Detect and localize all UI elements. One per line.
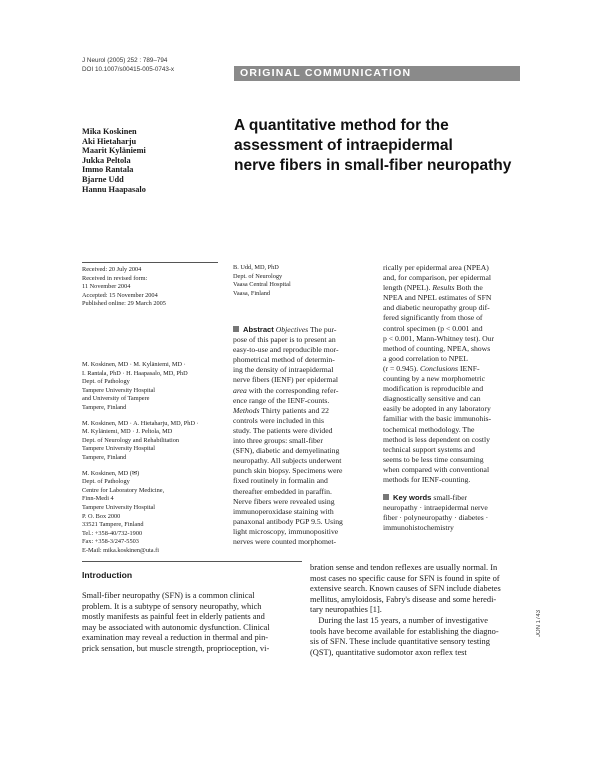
abstract-line xyxy=(233,446,378,456)
abstract-text: into three groups: small-fiber xyxy=(233,436,323,446)
abstract-line xyxy=(383,455,523,465)
abstract-text: method of counting, NPEA, shows xyxy=(383,343,491,353)
affiliation-line: M. Koskinen, MD · M. Kyläniemi, MD · xyxy=(82,361,186,368)
abstract-text: light microscopy, immunopositive xyxy=(233,526,339,536)
abstract-text: Nerve fibers were revealed using xyxy=(233,496,335,506)
keywords-heading: Key words xyxy=(393,493,432,502)
body-text-line: During the last 15 years, a number of investigative xyxy=(310,615,488,625)
affiliation-line: Dept. of Pathology xyxy=(82,478,130,486)
affiliation-line: I. Rantala, PhD · H. Haapasalo, MD, PhD xyxy=(82,369,188,377)
abstract-line xyxy=(383,303,523,313)
body-text-line: sis of SFN. These include quantitative sensory testing xyxy=(310,637,490,647)
keywords-line: fiber · polyneuropathy · diabetes · xyxy=(383,513,489,523)
affiliation-line: Tampere University Hospital xyxy=(82,386,156,394)
udd-affiliation xyxy=(233,264,373,298)
abstract-line xyxy=(233,365,378,375)
abstract-text: length (NPEL). xyxy=(383,283,433,293)
body-text-line: may be associated with autonomic dysfunction. Clinical xyxy=(82,622,270,632)
abstract-line xyxy=(233,335,378,345)
keywords-heading-line xyxy=(383,493,523,503)
article-title xyxy=(234,116,534,176)
abstract-text: with the corresponding refer- xyxy=(246,385,339,395)
abstract-text: punch skin biopsy. Specimens were xyxy=(233,466,343,476)
section-banner xyxy=(234,66,520,81)
abstract-text: NPEA and NPEL estimates of SFN xyxy=(383,293,492,303)
abstract-text: ence range of the IENF-counts. xyxy=(233,395,330,405)
affiliation-line: Dept. of Pathology xyxy=(82,378,130,386)
author-name: Immo Rantala xyxy=(82,165,134,175)
abstract-line xyxy=(233,466,378,476)
abstract-text: Both the xyxy=(454,283,483,293)
abstract-subheading: area xyxy=(233,385,247,395)
abstract-subheading: Results xyxy=(432,283,455,293)
abstract-line xyxy=(383,394,523,404)
abstract-text: study. The patients were divided xyxy=(233,425,333,435)
abstract-subheading: Conclusions xyxy=(420,363,459,373)
abstract-line xyxy=(383,313,523,323)
abstract-heading-line xyxy=(233,325,378,335)
affiliation-line: Tampere University Hospital xyxy=(82,445,156,453)
abstract-text: immunoperoxidase staining with xyxy=(233,506,334,516)
body-text-line: Small-fiber neuropathy (SFN) is a common clinical xyxy=(82,591,255,600)
body-text-line: (QST), quantitative sudomotor axon reflex test xyxy=(310,647,467,657)
received-line: Received in revised form: xyxy=(82,274,148,282)
abstract-text: panaxonal antibody PGP 9.5. Using xyxy=(233,516,343,526)
side-code: JON 1743 xyxy=(536,610,542,638)
author-name: Maarit Kyläniemi xyxy=(82,146,146,156)
abstract-line xyxy=(233,436,378,446)
journal-citation: J Neurol (2005) 252 : 789–794 xyxy=(82,57,168,64)
abstract-line xyxy=(233,507,378,517)
abstract-column-1 xyxy=(233,325,378,547)
abstract-line xyxy=(233,345,378,355)
abstract-line xyxy=(383,374,523,384)
author-name: Hannu Haapasalo xyxy=(82,184,146,194)
square-bullet-icon xyxy=(383,494,389,500)
received-line: Received: 20 July 2004 xyxy=(82,266,142,273)
body-text-line: mostly manifests as painful feet in elderly patients and xyxy=(82,612,265,622)
affiliation-line: Vaasa, Finland xyxy=(233,289,271,297)
body-text-line: most cases no specific cause for SFN is found in spite of xyxy=(310,573,500,583)
abstract-line xyxy=(233,386,378,396)
introduction-column-2 xyxy=(310,563,522,658)
abstract-line xyxy=(233,487,378,497)
abstract-text: tochemical methodology. The xyxy=(383,424,475,434)
section-label: ORIGINAL COMMUNICATION xyxy=(240,67,412,79)
abstract-text: neuropathy. All subjects underwent xyxy=(233,456,342,466)
abstract-text: rically per epidermal area (NPEA) xyxy=(383,263,489,272)
square-bullet-icon xyxy=(233,326,239,332)
abstract-text: technical support systems and xyxy=(383,444,476,454)
received-rule xyxy=(82,262,218,263)
body-text-line: extensive search. Known causes of SFN include diabetes xyxy=(310,584,501,594)
journal-doi: DOI 10.1007/s00415-005-0743-x xyxy=(82,65,175,73)
abstract-text: when compared with conventional xyxy=(383,464,490,474)
abstract-text: thereafter embedded in paraffin. xyxy=(233,486,332,496)
abstract-text: a good correlation to NPEL xyxy=(383,353,468,363)
affiliation-line: Fax: +358-3/247-5503 xyxy=(82,538,139,546)
abstract-text: ing the density of intraepidermal xyxy=(233,365,334,375)
abstract-line xyxy=(383,334,523,344)
abstract-line xyxy=(383,425,523,435)
affiliation-line: and University of Tampere xyxy=(82,395,150,403)
affiliation-line: Tampere, Finland xyxy=(82,403,127,411)
affiliation-line: Finn-Medi 4 xyxy=(82,495,114,503)
affiliation-line: Tel.: +358-40/732-1900 xyxy=(82,529,143,537)
title-line: assessment of intraepidermal xyxy=(234,137,453,154)
abstract-line xyxy=(383,324,523,334)
affiliation-line: 33521 Tampere, Finland xyxy=(82,521,144,529)
abstract-text: fered significantly from those of xyxy=(383,313,483,323)
abstract-line xyxy=(233,416,378,426)
abstract-subheading: Objectives xyxy=(275,325,309,334)
author-list xyxy=(82,127,232,194)
abstract-line xyxy=(233,476,378,486)
body-text-line: examination may reveal a reduction in thermal and pin- xyxy=(82,633,269,643)
title-line: A quantitative method for the xyxy=(234,117,449,134)
abstract-text: Thirty patients and 22 xyxy=(259,405,329,415)
abstract-text: easily be adopted in any laboratory xyxy=(383,404,491,414)
abstract-text: phometrical method of determin- xyxy=(233,355,335,365)
abstract-text: pose of this paper is to present an xyxy=(233,335,336,345)
abstract-line xyxy=(383,354,523,364)
affiliation-line: P. O. Box 2000 xyxy=(82,512,121,520)
abstract-text: p < 0.001, Mann-Whitney test). Our xyxy=(383,333,495,343)
abstract-text: (SFN), diabetic and demyelinating xyxy=(233,446,340,456)
abstract-line xyxy=(233,406,378,416)
abstract-text: easy-to-use and reproducible mor- xyxy=(233,345,339,355)
author-affiliations xyxy=(82,361,227,562)
affiliation-line: E-Mail: mika.koskinen@uta.fi xyxy=(82,546,159,554)
author-name: Jukka Peltola xyxy=(82,155,131,165)
body-text-line: bration sense and tendon reflexes are usually normal. In xyxy=(310,563,498,572)
affiliation-block xyxy=(82,361,227,413)
abstract-text: IENF- xyxy=(458,363,480,373)
abstract-line xyxy=(383,475,523,485)
affiliation-line: M. Koskinen, MD (✉) xyxy=(82,469,140,477)
abstract-line xyxy=(233,497,378,507)
abstract-heading: Abstract xyxy=(243,325,274,334)
abstract-line xyxy=(233,426,378,436)
abstract-line xyxy=(233,355,378,365)
abstract-text: fixed routinely in formalin and xyxy=(233,476,328,486)
abstract-text: method is less dependent on costly xyxy=(383,434,490,444)
abstract-line xyxy=(383,445,523,455)
abstract-line xyxy=(383,384,523,394)
abstract-line xyxy=(233,527,378,537)
body-text-line: tary neuropathies [1]. xyxy=(310,605,382,615)
abstract-line xyxy=(383,273,523,283)
abstract-line xyxy=(383,414,523,424)
abstract-line xyxy=(383,344,523,354)
abstract-text: counting by a new morphometric xyxy=(383,374,486,384)
affiliation-line: Centre for Laboratory Medicine, xyxy=(82,486,165,494)
received-line: Published online: 29 March 2005 xyxy=(82,300,166,308)
affiliation-line: Dept. of Neurology and Rehabilitation xyxy=(82,436,180,444)
abstract-text: nerve fibers (IENF) per epidermal xyxy=(233,375,339,385)
abstract-text: nerves were counted morphomet- xyxy=(233,536,337,546)
abstract-line xyxy=(233,537,378,547)
keywords-line: immunohistochemistry xyxy=(383,523,454,533)
introduction-heading: Introduction xyxy=(82,570,133,580)
keywords xyxy=(383,493,523,533)
abstract-line xyxy=(383,283,523,293)
affiliation-line: B. Udd, MD, PhD xyxy=(233,264,279,271)
body-text-line: mellitus, amyloidosis, Fabry's disease and some heredi- xyxy=(310,594,497,604)
author-name: Mika Koskinen xyxy=(82,127,137,136)
abstract-line xyxy=(233,517,378,527)
affiliation-line: M. Kyläniemi, MD · J. Peltola, MD xyxy=(82,428,173,436)
abstract-line xyxy=(233,456,378,466)
abstract-text: and diabetic neuropathy group dif- xyxy=(383,303,490,313)
abstract-subheading: Methods xyxy=(233,405,260,415)
author-name: Aki Hietaharju xyxy=(82,136,137,146)
abstract-line xyxy=(383,435,523,445)
body-text-line: tools have become available for establishing the diagno- xyxy=(310,626,499,636)
affiliation-line: Tampere, Finland xyxy=(82,453,127,461)
abstract-text: modification is reproducible and xyxy=(383,384,484,394)
abstract-text: methods for IENF-counting. xyxy=(383,474,471,484)
abstract-text: control specimen (p < 0.001 and xyxy=(383,323,483,333)
received-dates xyxy=(82,266,222,309)
keywords-first-term: small-fiber xyxy=(431,493,468,502)
abstract-line xyxy=(233,375,378,385)
received-line: Accepted: 15 November 2004 xyxy=(82,291,158,299)
abstract-column-2 xyxy=(383,263,523,485)
affiliation-line: Vaasa Central Hospital xyxy=(233,281,291,289)
abstract-text: seems to be less time consuming xyxy=(383,454,484,464)
abstract-text: controls were included in this xyxy=(233,415,324,425)
abstract-line xyxy=(383,364,523,374)
abstract-text: (r = 0.945). xyxy=(383,363,420,373)
title-line: nerve fibers in small-fiber neuropathy xyxy=(234,157,512,174)
abstract-text: and, for comparison, per epidermal xyxy=(383,273,492,283)
abstract-line xyxy=(383,293,523,303)
abstract-line xyxy=(383,404,523,414)
keywords-line: neuropathy · intraepidermal nerve xyxy=(383,503,488,513)
affiliation-line: Tampere University Hospital xyxy=(82,503,156,511)
affiliation-line: Dept. of Neurology xyxy=(233,272,283,280)
affiliation-line: M. Koskinen, MD · A. Hietaharju, MD, PhD · xyxy=(82,419,199,427)
body-text-line: problem. It is a subtype of sensory neuropathy, which xyxy=(82,601,262,611)
abstract-text: familiar with the basic immunohis- xyxy=(383,414,492,424)
abstract-line xyxy=(233,396,378,406)
affiliation-block xyxy=(82,420,227,463)
abstract-text: diagnostically sensitive and can xyxy=(383,394,481,404)
author-name: Bjarne Udd xyxy=(82,174,124,184)
journal-reference xyxy=(82,57,242,74)
abstract-line xyxy=(383,465,523,475)
corresponding-author xyxy=(82,470,227,556)
received-line: 11 November 2004 xyxy=(82,283,131,291)
abstract-line xyxy=(383,263,523,273)
abstract-text: The pur- xyxy=(308,325,337,334)
body-text-line: prick sensation, but muscle strength, proprioception, vi- xyxy=(82,643,270,653)
